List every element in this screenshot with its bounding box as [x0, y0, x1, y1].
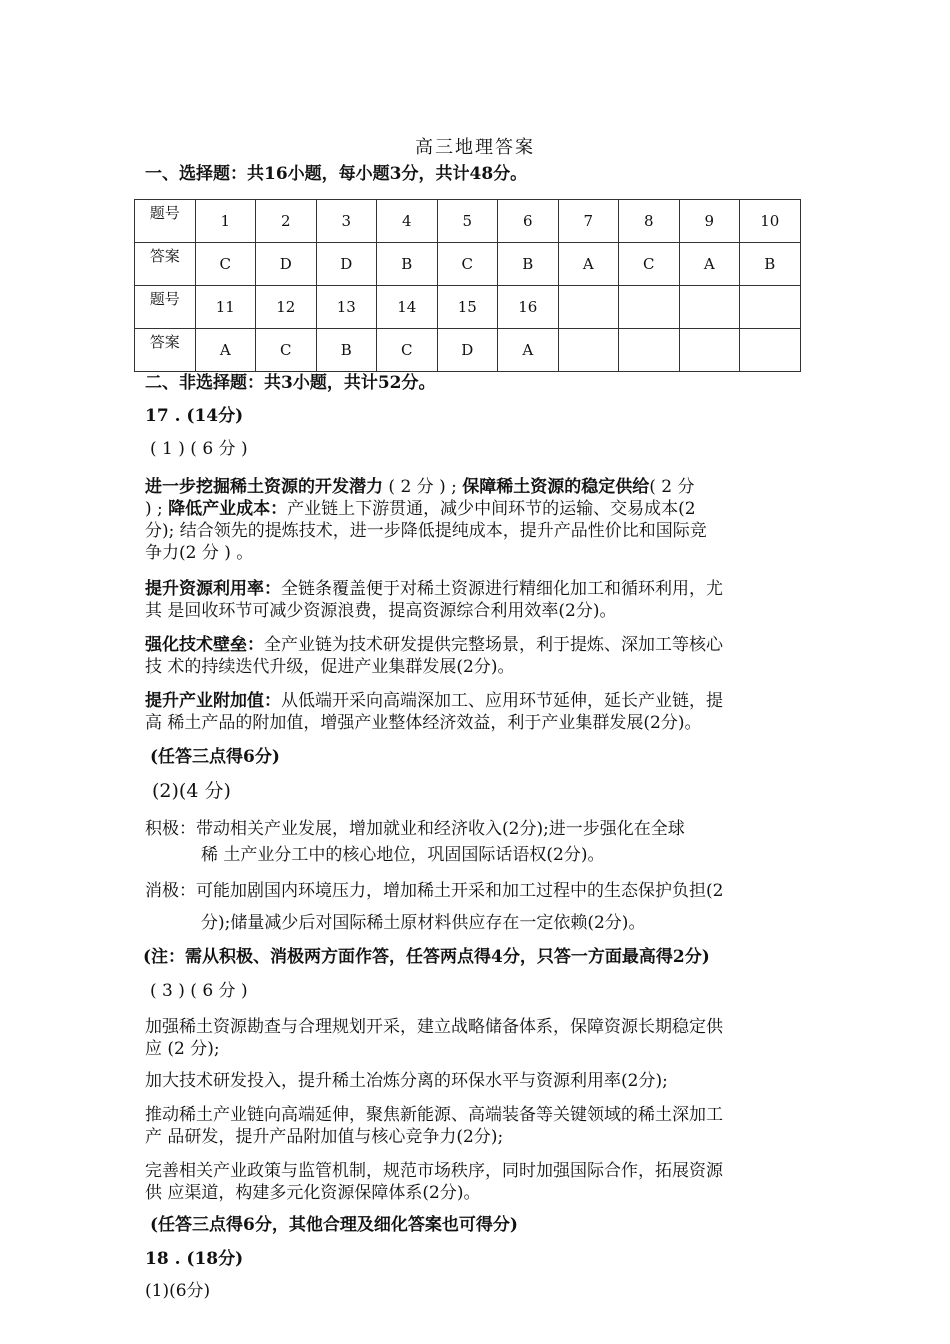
- table-cell: 16: [498, 286, 559, 329]
- table-cell: 8: [619, 200, 680, 243]
- row-label: 题号: [135, 286, 196, 329]
- section-1-heading: 一、选择题：共16小题，每小题3分，共计48分。: [145, 164, 528, 184]
- answer-point: 降低产业成本：: [168, 499, 288, 519]
- table-cell: A: [679, 243, 740, 286]
- q18-part1-heading: (1)(6分): [145, 1281, 211, 1301]
- scoring-note-2: (注：需从积极、消极两方面作答，任答两点得4分，只答一方面最高得2分): [143, 947, 710, 967]
- q17-p1-line2: [145, 498, 810, 520]
- row-label: 答案: [135, 329, 196, 372]
- q17-point-tech-cont: 技 术的持续迭代升级，促进产业集群发展(2分)。: [145, 657, 515, 677]
- q17-suggestion-1: 加强稀土资源勘查与合理规划开采，建立战略储备体系，保障资源长期稳定供: [145, 1017, 723, 1037]
- table-cell: [619, 329, 680, 372]
- table-cell: [679, 286, 740, 329]
- answer-table: [134, 199, 801, 372]
- scoring-note-1: (任答三点得6分): [150, 747, 280, 767]
- table-cell: 1: [195, 200, 256, 243]
- table-cell: [558, 286, 619, 329]
- q17-point-tech: [145, 634, 810, 656]
- section-2-heading: 二、非选择题：共3小题，共计52分。: [145, 373, 436, 393]
- score-text: ) ;: [145, 499, 169, 519]
- table-cell: [740, 286, 801, 329]
- answer-point: 提升资源利用率：: [145, 579, 281, 599]
- q17-suggestion-3: 推动稀土产业链向高端延伸，聚焦新能源、高端装备等关键领域的稀土深加工: [145, 1105, 723, 1125]
- table-cell: 5: [437, 200, 498, 243]
- q17-suggestion-1-cont: 应 (2 分);: [145, 1039, 220, 1059]
- q17-point-value: [145, 690, 810, 712]
- q17-point-resource: [145, 578, 810, 600]
- q17-positive-cont: 稀 土产业分工中的核心地位，巩固国际话语权(2分)。: [201, 845, 605, 865]
- table-cell: [740, 329, 801, 372]
- q18-heading: 18 . (18分): [145, 1249, 244, 1269]
- q17-p1-line3: 分); 结合领先的提炼技术，进一步降低提纯成本，提升产品性价比和国际竞: [145, 521, 707, 541]
- table-cell: A: [498, 329, 559, 372]
- q17-negative-cont: 分);储量减少后对国际稀土原材料供应存在一定依赖(2分)。: [201, 913, 646, 933]
- table-cell: 2: [256, 200, 317, 243]
- q17-suggestion-4: 完善相关产业政策与监管机制，规范市场秩序，同时加强国际合作，拓展资源: [145, 1161, 723, 1181]
- q17-negative: 消极：可能加剧国内环境压力，增加稀土开采和加工过程中的生态保护负担(2: [145, 881, 724, 901]
- table-cell: C: [619, 243, 680, 286]
- table-cell: 10: [740, 200, 801, 243]
- table-cell: 12: [256, 286, 317, 329]
- table-cell: 6: [498, 200, 559, 243]
- table-cell: 7: [558, 200, 619, 243]
- table-cell: 13: [316, 286, 377, 329]
- q17-suggestion-2: 加大技术研发投入，提升稀土冶炼分离的环保水平与资源利用率(2分);: [145, 1071, 668, 1091]
- table-cell: C: [437, 243, 498, 286]
- table-cell: C: [377, 329, 438, 372]
- answer-point: 保障稀土资源的稳定供给: [462, 477, 650, 497]
- answer-text: 全产业链为技术研发提供完整场景，利于提炼、深加工等核心: [264, 635, 723, 655]
- q17-suggestion-4-cont: 供 应渠道，构建多元化资源保障体系(2分)。: [145, 1183, 481, 1203]
- table-cell: D: [437, 329, 498, 372]
- answer-text: 产业链上下游贯通，减少中间环节的运输、交易成本(2: [287, 499, 696, 519]
- q17-heading: 17 . (14分): [145, 406, 244, 426]
- answer-text: 从低端开采向高端深加工、应用环节延伸，延长产业链，提: [281, 691, 723, 711]
- table-cell: A: [195, 329, 256, 372]
- q17-p1-line1: [145, 476, 810, 498]
- table-cell: A: [558, 243, 619, 286]
- answer-point: 强化技术壁垒：: [145, 635, 264, 655]
- page-title: 高三地理答案: [415, 137, 535, 158]
- q17-part3-heading: ( 3 ) ( 6 分 ): [150, 981, 248, 1001]
- table-cell: [619, 286, 680, 329]
- table-cell: C: [256, 329, 317, 372]
- table-cell: B: [316, 329, 377, 372]
- row-label: 题号: [135, 200, 196, 243]
- table-cell: B: [740, 243, 801, 286]
- table-cell: C: [195, 243, 256, 286]
- table-cell: B: [498, 243, 559, 286]
- row-label: 答案: [135, 243, 196, 286]
- q17-point-value-cont: 高 稀土产品的附加值，增强产业整体经济效益，利于产业集群发展(2分)。: [145, 713, 702, 733]
- score-text: ( 2 分: [649, 477, 695, 497]
- table-cell: D: [316, 243, 377, 286]
- table-row: [135, 200, 801, 243]
- scoring-note-3: (任答三点得6分，其他合理及细化答案也可得分): [150, 1215, 518, 1235]
- table-row: [135, 243, 801, 286]
- table-cell: 3: [316, 200, 377, 243]
- answer-point: 进一步挖掘稀土资源的开发潜力: [145, 477, 383, 497]
- table-cell: B: [377, 243, 438, 286]
- table-cell: [558, 329, 619, 372]
- score-text: ( 2 分 ) ;: [383, 477, 463, 497]
- table-cell: 11: [195, 286, 256, 329]
- table-cell: D: [256, 243, 317, 286]
- answer-text: 全链条覆盖便于对稀土资源进行精细化加工和循环利用，尤: [281, 579, 723, 599]
- table-cell: [679, 329, 740, 372]
- table-row: [135, 329, 801, 372]
- q17-positive: 积极：带动相关产业发展，增加就业和经济收入(2分);进一步强化在全球: [145, 819, 685, 839]
- table-row: [135, 286, 801, 329]
- table-cell: 14: [377, 286, 438, 329]
- q17-part2-heading: (2)(4 分): [152, 780, 231, 802]
- q17-p1-line4: 争力(2 分 ) 。: [145, 543, 254, 563]
- table-cell: 9: [679, 200, 740, 243]
- q17-part1-heading: ( 1 ) ( 6 分 ): [150, 439, 248, 459]
- answer-point: 提升产业附加值：: [145, 691, 281, 711]
- table-cell: 4: [377, 200, 438, 243]
- q17-point-resource-cont: 其 是回收环节可减少资源浪费，提高资源综合利用效率(2分)。: [145, 601, 617, 621]
- q17-suggestion-3-cont: 产 品研发，提升产品附加值与核心竞争力(2分);: [145, 1127, 504, 1147]
- table-cell: 15: [437, 286, 498, 329]
